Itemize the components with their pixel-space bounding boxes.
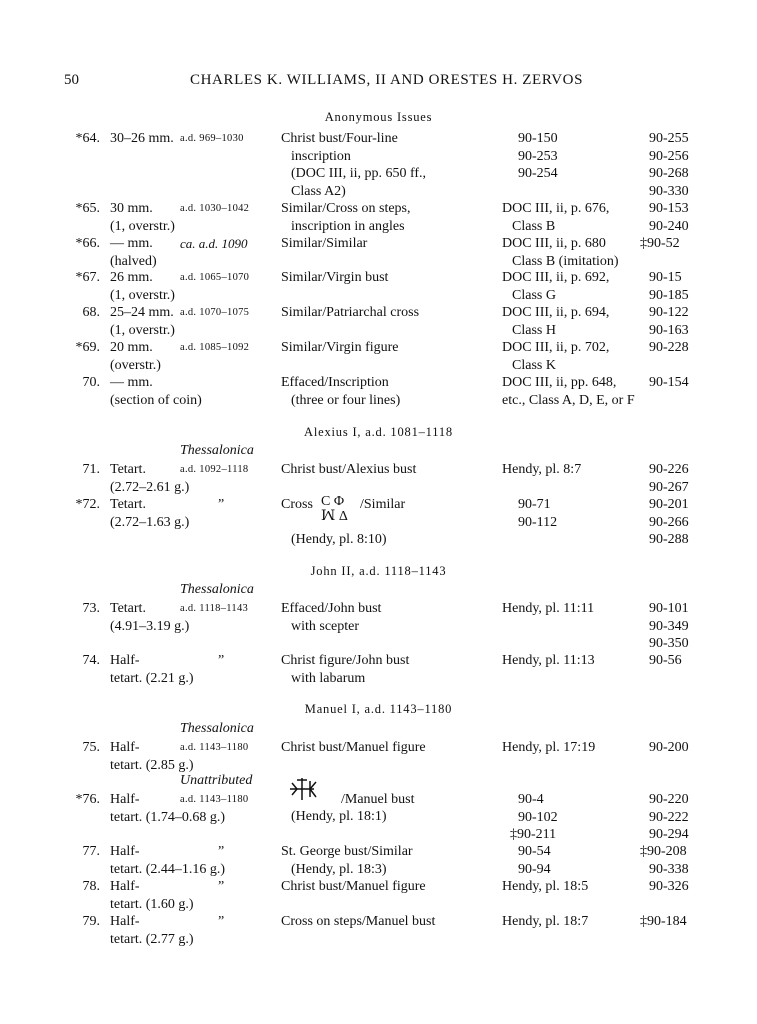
entry-number: 73. <box>82 601 100 616</box>
inventory-cell: 90-255 90-256 90-268 90-330 <box>649 131 689 199</box>
inventory-cell: 90-228 <box>649 340 689 355</box>
entry-number: *69. <box>75 340 100 355</box>
size-cell: 30–26 mm. <box>110 131 174 146</box>
mint-label: Unattributed <box>180 773 253 788</box>
reference-cell: DOC III, ii, p. 694, Class H <box>502 305 610 338</box>
section-heading-john: John II, a.d. 1118–1143 <box>310 564 447 578</box>
reference-cell: Hendy, pl. 11:13 <box>502 653 595 668</box>
description-cell: Similar/Patriarchal cross <box>281 305 420 320</box>
size-cell: Tetart. (4.91–3.19 g.) <box>110 601 190 634</box>
description-cell: Similar/Cross on steps, inscription in angles <box>281 201 411 234</box>
description-cell: Effaced/Inscription (three or four lines) <box>281 375 401 408</box>
ditto-mark: ” <box>218 914 225 929</box>
reference-cell: DOC III, ii, p. 702, Class K <box>502 340 610 373</box>
description-cell: Similar/Similar <box>281 236 368 251</box>
date-cell: a.d. 1070–1075 <box>180 307 250 318</box>
entry-number: 74. <box>82 653 100 668</box>
ditto-mark: ” <box>218 879 225 894</box>
description-cell: Similar/Virgin bust <box>281 270 389 285</box>
entry-number: *65. <box>75 201 100 216</box>
inventory-cell: 90-326 <box>649 879 689 894</box>
inventory-cell: 90-201 90-266 90-288 <box>649 497 689 547</box>
section-heading-anonymous: Anonymous Issues <box>324 110 433 124</box>
description-cell: Christ bust/Alexius bust <box>281 462 417 477</box>
size-cell: Half- tetart. (2.77 g.) <box>110 914 194 947</box>
description-cell: Cross <box>281 497 313 512</box>
size-cell: — mm. (halved) <box>110 236 157 269</box>
monogram-icon <box>288 777 318 801</box>
size-cell: 26 mm. (1, overstr.) <box>110 270 175 303</box>
entry-number: *67. <box>75 270 100 285</box>
ditto-mark: ” <box>218 844 225 859</box>
page-number: 50 <box>64 72 79 88</box>
reference-cell: Hendy, pl. 17:19 <box>502 740 596 755</box>
date-cell: a.d. 1143–1180 <box>180 794 249 805</box>
description-cell: Cross on steps/Manuel bust <box>281 914 436 929</box>
mint-label: Thessalonica <box>180 721 254 736</box>
inventory-cell: 90-220 90-222 90-294 <box>649 792 689 842</box>
inventory-cell: 90-226 90-267 <box>649 462 689 495</box>
size-cell: Tetart. (2.72–1.63 g.) <box>110 497 190 530</box>
reference-cell: 90-150 90-253 90-254 <box>518 131 558 181</box>
reference-cell: 90-4 90-102 ‡90-211 <box>510 792 558 842</box>
inventory-cell: 90-15 90-185 <box>649 270 689 303</box>
inventory-cell: 90-56 <box>649 653 682 668</box>
reference-cell: Hendy, pl. 11:11 <box>502 601 595 616</box>
section-heading-alexius: Alexius I, a.d. 1081–1118 <box>304 425 453 439</box>
entry-number: 71. <box>82 462 100 477</box>
reference-cell: DOC III, ii, p. 680 Class B (imitation) <box>502 236 619 269</box>
reference-cell: 90-71 90-112 <box>518 497 558 530</box>
date-cell: a.d. 1030–1042 <box>180 203 250 214</box>
mint-label: Thessalonica <box>180 443 254 458</box>
size-cell: Half- tetart. (1.74–0.68 g.) <box>110 792 226 825</box>
size-cell: Half- tetart. (2.44–1.16 g.) <box>110 844 226 877</box>
description-cell: St. George bust/Similar (Hendy, pl. 18:3) <box>281 844 413 877</box>
reference-cell: Hendy, pl. 8:7 <box>502 462 582 477</box>
entry-number: 70. <box>82 375 100 390</box>
mint-label: Thessalonica <box>180 582 254 597</box>
description-cell: Christ bust/Four-line inscription (DOC III, ii, pp. 650 ff., Class A2) <box>281 131 427 199</box>
reference-cell: 90-54 90-94 <box>518 844 551 877</box>
entry-number: 75. <box>82 740 100 755</box>
inventory-cell: ‡90-184 <box>640 914 687 929</box>
inventory-cell: 90-101 90-349 90-350 <box>649 601 689 651</box>
entry-number: 68. <box>82 305 100 320</box>
date-cell: a.d. 1065–1070 <box>180 272 250 283</box>
description-cell: (Hendy, pl. 8:10) <box>291 532 387 547</box>
ditto-mark: ” <box>218 497 225 512</box>
description-cell: Christ figure/John bust with labarum <box>281 653 410 686</box>
entry-number: *72. <box>75 497 100 512</box>
entry-number: *66. <box>75 236 100 251</box>
size-cell: 30 mm. (1, overstr.) <box>110 201 175 234</box>
page-header <box>0 72 757 96</box>
inventory-cell: ‡90-208 90-338 <box>640 844 689 877</box>
ditto-mark: ” <box>218 653 225 668</box>
description-cell: Christ bust/Manuel figure <box>281 740 426 755</box>
entry-number: 78. <box>82 879 100 894</box>
date-cell: a.d. 1143–1180 <box>180 742 249 753</box>
size-cell: Half- tetart. (1.60 g.) <box>110 879 194 912</box>
inventory-cell: 90-122 90-163 <box>649 305 689 338</box>
size-cell: 25–24 mm. (1, overstr.) <box>110 305 175 338</box>
reference-cell: DOC III, ii, pp. 648, etc., Class A, D, E, or F <box>502 375 635 408</box>
size-cell: Half- tetart. (2.85 g.) <box>110 740 194 773</box>
monogram-symbols: C Φ ꟽ Δ <box>321 494 348 524</box>
description-cell: Similar/Virgin figure <box>281 340 399 355</box>
running-head: CHARLES K. WILLIAMS, II AND ORESTES H. ZERVOS <box>190 72 584 88</box>
reference-cell: Hendy, pl. 18:7 <box>502 914 589 929</box>
inventory-cell: 90-153 90-240 <box>649 201 689 234</box>
size-cell: — mm. (section of coin) <box>110 375 202 408</box>
entry-number: 77. <box>82 844 100 859</box>
date-cell: a.d. 1092–1118 <box>180 464 249 475</box>
size-cell: 20 mm. (overstr.) <box>110 340 161 373</box>
description-cell: Effaced/John bust with scepter <box>281 601 382 634</box>
reference-cell: DOC III, ii, p. 676, Class B <box>502 201 610 234</box>
section-heading-manuel: Manuel I, a.d. 1143–1180 <box>304 702 453 716</box>
size-cell: Half- tetart. (2.21 g.) <box>110 653 194 686</box>
description-cell: Christ bust/Manuel figure <box>281 879 426 894</box>
date-cell: a.d. 969–1030 <box>180 133 244 144</box>
inventory-cell: 90-200 <box>649 740 689 755</box>
entry-number: 79. <box>82 914 100 929</box>
inventory-cell: 90-154 <box>649 375 689 390</box>
description-cell: /Manuel bust <box>341 792 415 807</box>
reference-cell: DOC III, ii, p. 692, Class G <box>502 270 610 303</box>
description-cell: (Hendy, pl. 18:1) <box>291 809 387 824</box>
inventory-cell: ‡90-52 <box>640 236 680 251</box>
reference-cell: Hendy, pl. 18:5 <box>502 879 589 894</box>
date-cell: a.d. 1085–1092 <box>180 342 250 353</box>
entry-number: *76. <box>75 792 100 807</box>
size-cell: Tetart. (2.72–2.61 g.) <box>110 462 190 495</box>
date-cell: a.d. 1118–1143 <box>180 603 249 614</box>
entry-number: *64. <box>75 131 100 146</box>
description-cell: /Similar <box>360 497 406 512</box>
date-cell: ca. a.d. 1090 <box>180 236 248 251</box>
